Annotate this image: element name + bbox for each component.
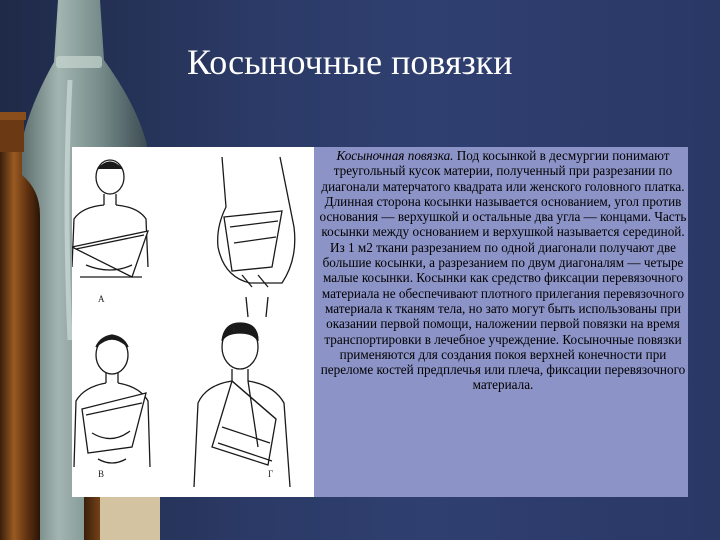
figure-c [74,335,150,467]
slide-title: Косыночные повязки [187,42,513,82]
slide-body-text [318,148,688,494]
figure-a [72,160,148,277]
body-lead: Косыночная повязка. [336,148,454,163]
figure-label-a: А [98,294,105,304]
figure-label-b: Б [232,324,238,334]
figure-d [194,323,290,487]
bandage-illustrations [72,147,314,497]
figure-label-c: В [98,469,105,479]
body-paragraph: Под косынкой в десмургии понимают треугольный кусок материи, полученный при разрезании по диагонали матерчатого квадрата или женского головного платка. Длинная сторона косынки называется основанием, угол против основания — верхушкой и остальные два угла — концами. Часть косынки между основанием и верхушкой называется серединой. Из 1 м2 ткани разрезанием по одной диагонали получают две большие косынки, а разрезанием по двум диагоналям — четыре малые косынки. Косынки как средство фиксации перевязочного материала не обеспечивают плотного прилегания перевязочного материала к тканям тела, но зато могут быть использованы при оказании первой помощи, наложении первой повязки на время транспортировки в лечебное учреждение. Косыночные повязки применяются для создания покоя верхней конечности при переломе костей предплечья или плеча, фиксации перевязочного материала. [319,148,687,393]
bandage-drawings [72,147,314,497]
figure-label-g: Г [268,469,274,479]
figure-b [218,157,295,317]
